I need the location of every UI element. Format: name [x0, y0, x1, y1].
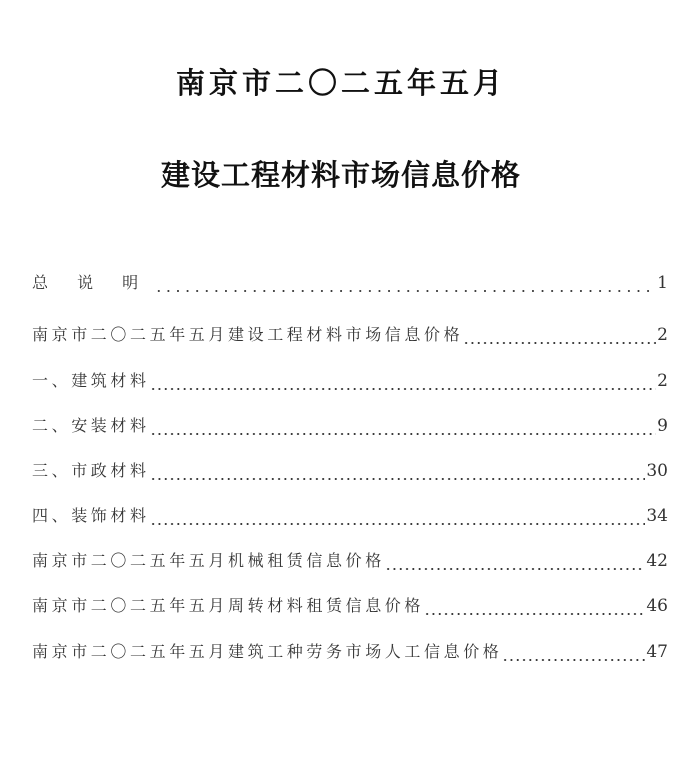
toc-entry-label: 二、安装材料 — [32, 416, 150, 435]
toc-entry-label: 南京市二〇二五年五月建筑工种劳务市场人工信息价格 — [32, 642, 503, 661]
toc-entry-label: 四、装饰材料 — [32, 506, 150, 525]
toc-page-number: 34 — [646, 506, 668, 526]
toc-entry-turnover-material-rental[interactable] — [32, 593, 668, 619]
toc-entry-decoration-materials[interactable] — [32, 503, 668, 529]
toc-entry-installation-materials[interactable] — [32, 413, 668, 439]
toc-entry-label: 三、市政材料 — [32, 461, 150, 480]
document-title-line-1: 南京市二〇二五年五月 — [175, 66, 506, 100]
toc-page-number: 2 — [657, 325, 668, 345]
toc-dot-leader — [424, 593, 645, 619]
toc-dot-leader — [463, 322, 656, 348]
toc-page-number: 42 — [646, 551, 668, 571]
toc-entry-label: 南京市二〇二五年五月机械租赁信息价格 — [32, 551, 385, 570]
toc-dot-leader — [150, 413, 657, 439]
toc-entry-building-materials[interactable] — [32, 368, 668, 394]
toc-entry-labor-prices[interactable] — [32, 639, 668, 665]
toc-entry-label: 一、建筑材料 — [32, 371, 150, 390]
toc-page-number: 2 — [657, 371, 668, 391]
toc-entry-label: 总 说 明 — [32, 273, 151, 292]
toc-page-number: 30 — [646, 461, 668, 481]
toc-entry-label: 南京市二〇二五年五月周转材料租赁信息价格 — [32, 596, 425, 615]
toc-entry-label: 南京市二〇二五年五月建设工程材料市场信息价格 — [32, 325, 464, 344]
toc-entry-material-prices[interactable] — [32, 322, 668, 348]
toc-page-number: 1 — [657, 273, 668, 293]
toc-dot-leader — [150, 458, 646, 484]
toc-page-number: 47 — [646, 642, 668, 662]
toc-dot-leader — [154, 270, 651, 296]
document-title-line-2: 建设工程材料市场信息价格 — [160, 158, 521, 192]
toc-dot-leader — [150, 368, 657, 394]
toc-dot-leader — [502, 639, 645, 665]
toc-dot-leader — [385, 548, 646, 574]
toc-entry-general-notes[interactable] — [32, 270, 668, 296]
toc-entry-municipal-materials[interactable] — [32, 458, 668, 484]
toc-page-number: 46 — [646, 596, 668, 616]
toc-dot-leader — [150, 503, 646, 529]
toc-page-number: 9 — [657, 416, 668, 436]
toc-entry-machinery-rental[interactable] — [32, 548, 668, 574]
